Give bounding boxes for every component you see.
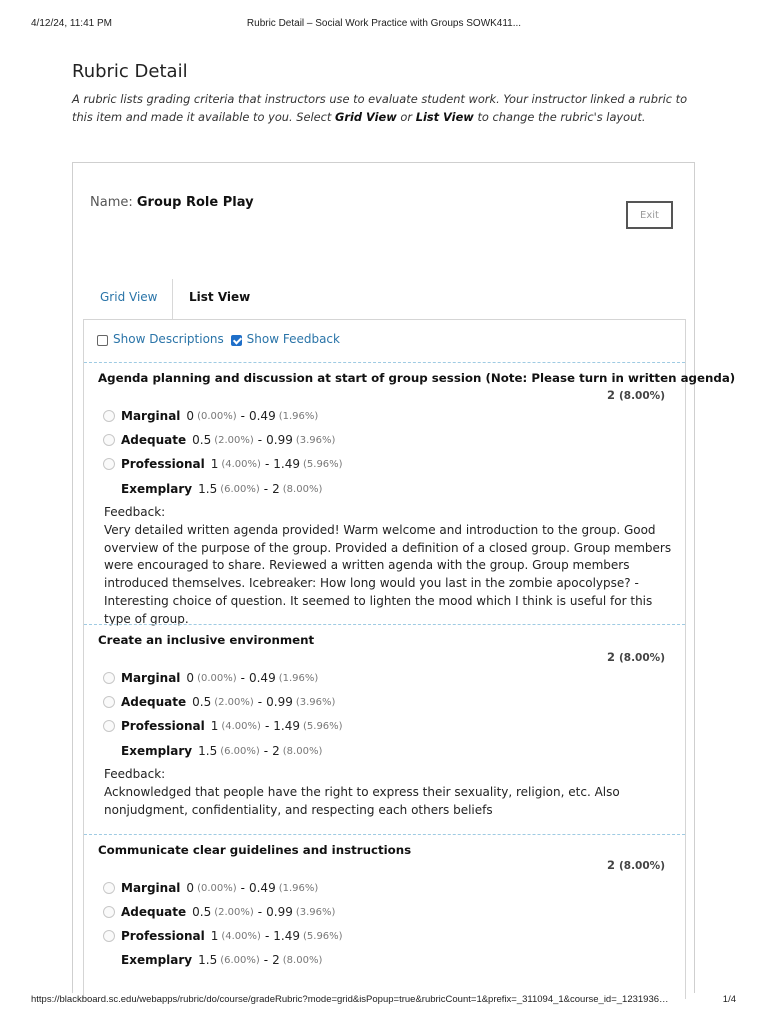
level-min: 0	[186, 409, 195, 423]
level-min: 1	[210, 929, 219, 943]
level-professional[interactable]: Professional 1 (4.00%) - 1.49 (5.96%)	[103, 455, 343, 473]
intro-grid-view: Grid View	[335, 109, 397, 124]
level-adequate[interactable]: Adequate 0.5 (2.00%) - 0.99 (3.96%)	[103, 693, 335, 711]
print-url: https://blackboard.sc.edu/webapps/rubric/do/course/gradeRubric?mode=grid&isPopup=true&rubricCount=1&prefix=_311094_1&course_id=_1231936…	[31, 994, 669, 1005]
level-max: 2	[272, 482, 280, 496]
level-min: 1	[210, 719, 219, 733]
level-max: 0.99	[266, 695, 293, 709]
level-min-percent: (2.00%)	[214, 434, 254, 446]
intro-list-view: List View	[415, 109, 474, 124]
level-radio[interactable]	[103, 906, 115, 918]
level-marginal[interactable]: Marginal 0 (0.00%) - 0.49 (1.96%)	[103, 407, 318, 425]
criterion-points-value: 2	[606, 650, 615, 664]
criterion-row	[84, 834, 685, 1000]
rubric-name: Group Role Play	[136, 195, 254, 210]
print-document-title: Rubric Detail – Social Work Practice with Groups SOWK411...	[246, 18, 522, 29]
level-min-percent: (6.00%)	[220, 954, 260, 966]
level-min-percent: (0.00%)	[197, 882, 237, 894]
level-max: 2	[272, 744, 280, 758]
level-radio[interactable]	[103, 434, 115, 446]
level-radio[interactable]	[103, 410, 115, 422]
level-min-percent: (6.00%)	[220, 745, 260, 757]
print-header	[0, 18, 768, 32]
level-name: Exemplary	[121, 744, 193, 758]
level-marginal[interactable]: Marginal 0 (0.00%) - 0.49 (1.96%)	[103, 879, 318, 897]
level-min-percent: (4.00%)	[221, 458, 261, 470]
level-max: 1.49	[273, 457, 300, 471]
criterion-feedback	[104, 766, 674, 819]
intro-or: or	[396, 109, 416, 124]
level-name: Professional	[121, 719, 205, 733]
level-adequate[interactable]: Adequate 0.5 (2.00%) - 0.99 (3.96%)	[103, 431, 335, 449]
level-min-percent: (2.00%)	[214, 906, 254, 918]
level-max: 0.99	[266, 433, 293, 447]
level-max-percent: (1.96%)	[278, 410, 319, 422]
level-name: Marginal	[121, 881, 181, 895]
level-name: Exemplary	[121, 482, 193, 496]
criterion-title: Agenda planning and discussion at start of group session (Note: Please turn in written agenda)	[98, 371, 736, 385]
level-marginal[interactable]: Marginal 0 (0.00%) - 0.49 (1.96%)	[103, 669, 318, 687]
level-min-percent: (0.00%)	[197, 672, 237, 684]
feedback-text: Very detailed written agenda provided! Warm welcome and introduction to the group. Good overview of the purpose of the group. Provided a definition of a closed group. Group members were encouraged to share. Reviewed a written agenda with the group. Group members introduced themselves. Icebreaker: How long would you last in the zombie apocolypse? - Interesting choice of question. It seemed to lighten the mood which I think is useful for this type of group.	[104, 522, 672, 626]
level-professional[interactable]: Professional 1 (4.00%) - 1.49 (5.96%)	[103, 927, 343, 945]
level-radio[interactable]	[103, 458, 115, 470]
criterion-title: Create an inclusive environment	[98, 633, 315, 647]
level-min: 0.5	[192, 695, 212, 709]
level-exemplary-selected[interactable]: Exemplary 1.5 (6.00%) - 2 (8.00%)	[121, 744, 323, 758]
feedback-text: Acknowledged that people have the right to express their sexuality, religion, etc. Also nonjudgment, confidentiality, and respecting each others beliefs	[104, 784, 620, 817]
level-radio[interactable]	[103, 720, 115, 732]
level-min: 0	[186, 671, 195, 685]
level-max: 0.49	[248, 881, 276, 895]
level-max-percent: (3.96%)	[295, 906, 336, 918]
criterion-points	[607, 858, 665, 872]
level-max-percent: (3.96%)	[295, 696, 336, 708]
level-radio[interactable]	[103, 696, 115, 708]
show-feedback-toggle[interactable]	[231, 332, 340, 346]
show-feedback-label: Show Feedback	[246, 332, 340, 346]
level-min: 0.5	[192, 905, 212, 919]
show-descriptions-label: Show Descriptions	[113, 332, 224, 346]
criterion-row	[84, 362, 736, 626]
level-adequate[interactable]: Adequate 0.5 (2.00%) - 0.99 (3.96%)	[103, 903, 335, 921]
level-max-percent: (1.96%)	[278, 672, 319, 684]
level-max-percent: (1.96%)	[278, 882, 319, 894]
level-max-percent: (5.96%)	[303, 930, 343, 942]
level-min: 0.5	[192, 433, 212, 447]
intro-tail: to change the rubric's layout.	[473, 109, 646, 124]
level-max: 0.99	[266, 905, 293, 919]
level-name: Exemplary	[121, 953, 193, 967]
level-min: 0	[186, 881, 195, 895]
show-feedback-checkbox[interactable]	[231, 335, 242, 346]
print-footer	[0, 994, 768, 1008]
criterion-points-value: 2	[606, 858, 615, 872]
level-max: 2	[272, 953, 280, 967]
level-min-percent: (0.00%)	[197, 410, 237, 422]
rubric-panel	[72, 162, 736, 993]
level-max-percent: (8.00%)	[282, 483, 323, 495]
level-max-percent: (5.96%)	[303, 458, 343, 470]
level-exemplary-selected[interactable]: Exemplary 1.5 (6.00%) - 2 (8.00%)	[121, 953, 323, 967]
criterion-points-percent: (8.00%)	[618, 652, 665, 664]
criterion-points-percent: (8.00%)	[618, 390, 665, 402]
level-name: Adequate	[121, 695, 187, 709]
level-name: Marginal	[121, 671, 181, 685]
level-max-percent: (8.00%)	[282, 745, 323, 757]
rubric-name-row	[90, 195, 254, 210]
level-max: 0.49	[248, 409, 276, 423]
page-intro	[72, 91, 697, 126]
print-date: 4/12/24, 11:41 PM	[31, 18, 112, 29]
feedback-label: Feedback:	[104, 767, 166, 781]
level-min-percent: (4.00%)	[221, 930, 261, 942]
tab-list-view[interactable]: List View	[172, 279, 258, 319]
view-tabs	[90, 279, 390, 319]
level-min: 1	[210, 457, 219, 471]
level-exemplary-selected[interactable]: Exemplary 1.5 (6.00%) - 2 (8.00%)	[121, 482, 323, 496]
level-radio[interactable]	[103, 882, 115, 894]
tab-grid-view[interactable]: Grid View	[100, 290, 158, 304]
print-page-number: 1/4	[722, 994, 736, 1005]
level-min-percent: (2.00%)	[214, 696, 254, 708]
show-descriptions-toggle[interactable]	[97, 332, 224, 346]
criterion-row	[84, 624, 685, 834]
level-min: 1.5	[198, 482, 218, 496]
display-options	[97, 332, 340, 350]
feedback-label: Feedback:	[104, 505, 166, 519]
level-max-percent: (3.96%)	[295, 434, 336, 446]
level-radio[interactable]	[103, 672, 115, 684]
level-min: 1.5	[198, 744, 218, 758]
level-name: Professional	[121, 457, 205, 471]
level-name: Marginal	[121, 409, 181, 423]
level-min-percent: (4.00%)	[221, 720, 261, 732]
criterion-points-percent: (8.00%)	[618, 860, 665, 872]
show-descriptions-checkbox[interactable]	[97, 335, 108, 346]
level-name: Professional	[121, 929, 205, 943]
level-max: 1.49	[273, 929, 300, 943]
intro-text: A rubric lists grading criteria that instructors use to evaluate student work. Your instructor linked a rubric to this item and made it available to you. Select	[72, 92, 688, 124]
level-name: Adequate	[121, 433, 187, 447]
level-min-percent: (6.00%)	[220, 483, 260, 495]
level-name: Adequate	[121, 905, 187, 919]
rubric-list-view	[83, 319, 736, 999]
page-title: Rubric Detail	[72, 61, 188, 82]
criterion-points	[607, 388, 665, 402]
level-max: 0.49	[248, 671, 276, 685]
level-max-percent: (8.00%)	[282, 954, 323, 966]
exit-button[interactable]: Exit	[626, 201, 673, 229]
criterion-points	[607, 650, 665, 664]
criterion-title: Communicate clear guidelines and instructions	[98, 843, 412, 857]
level-professional[interactable]: Professional 1 (4.00%) - 1.49 (5.96%)	[103, 717, 343, 735]
criterion-feedback	[104, 504, 674, 629]
level-max-percent: (5.96%)	[303, 720, 343, 732]
rubric-name-label: Name:	[90, 195, 133, 210]
level-min: 1.5	[198, 953, 218, 967]
criterion-points-value: 2	[606, 388, 615, 402]
level-max: 1.49	[273, 719, 300, 733]
level-radio[interactable]	[103, 930, 115, 942]
